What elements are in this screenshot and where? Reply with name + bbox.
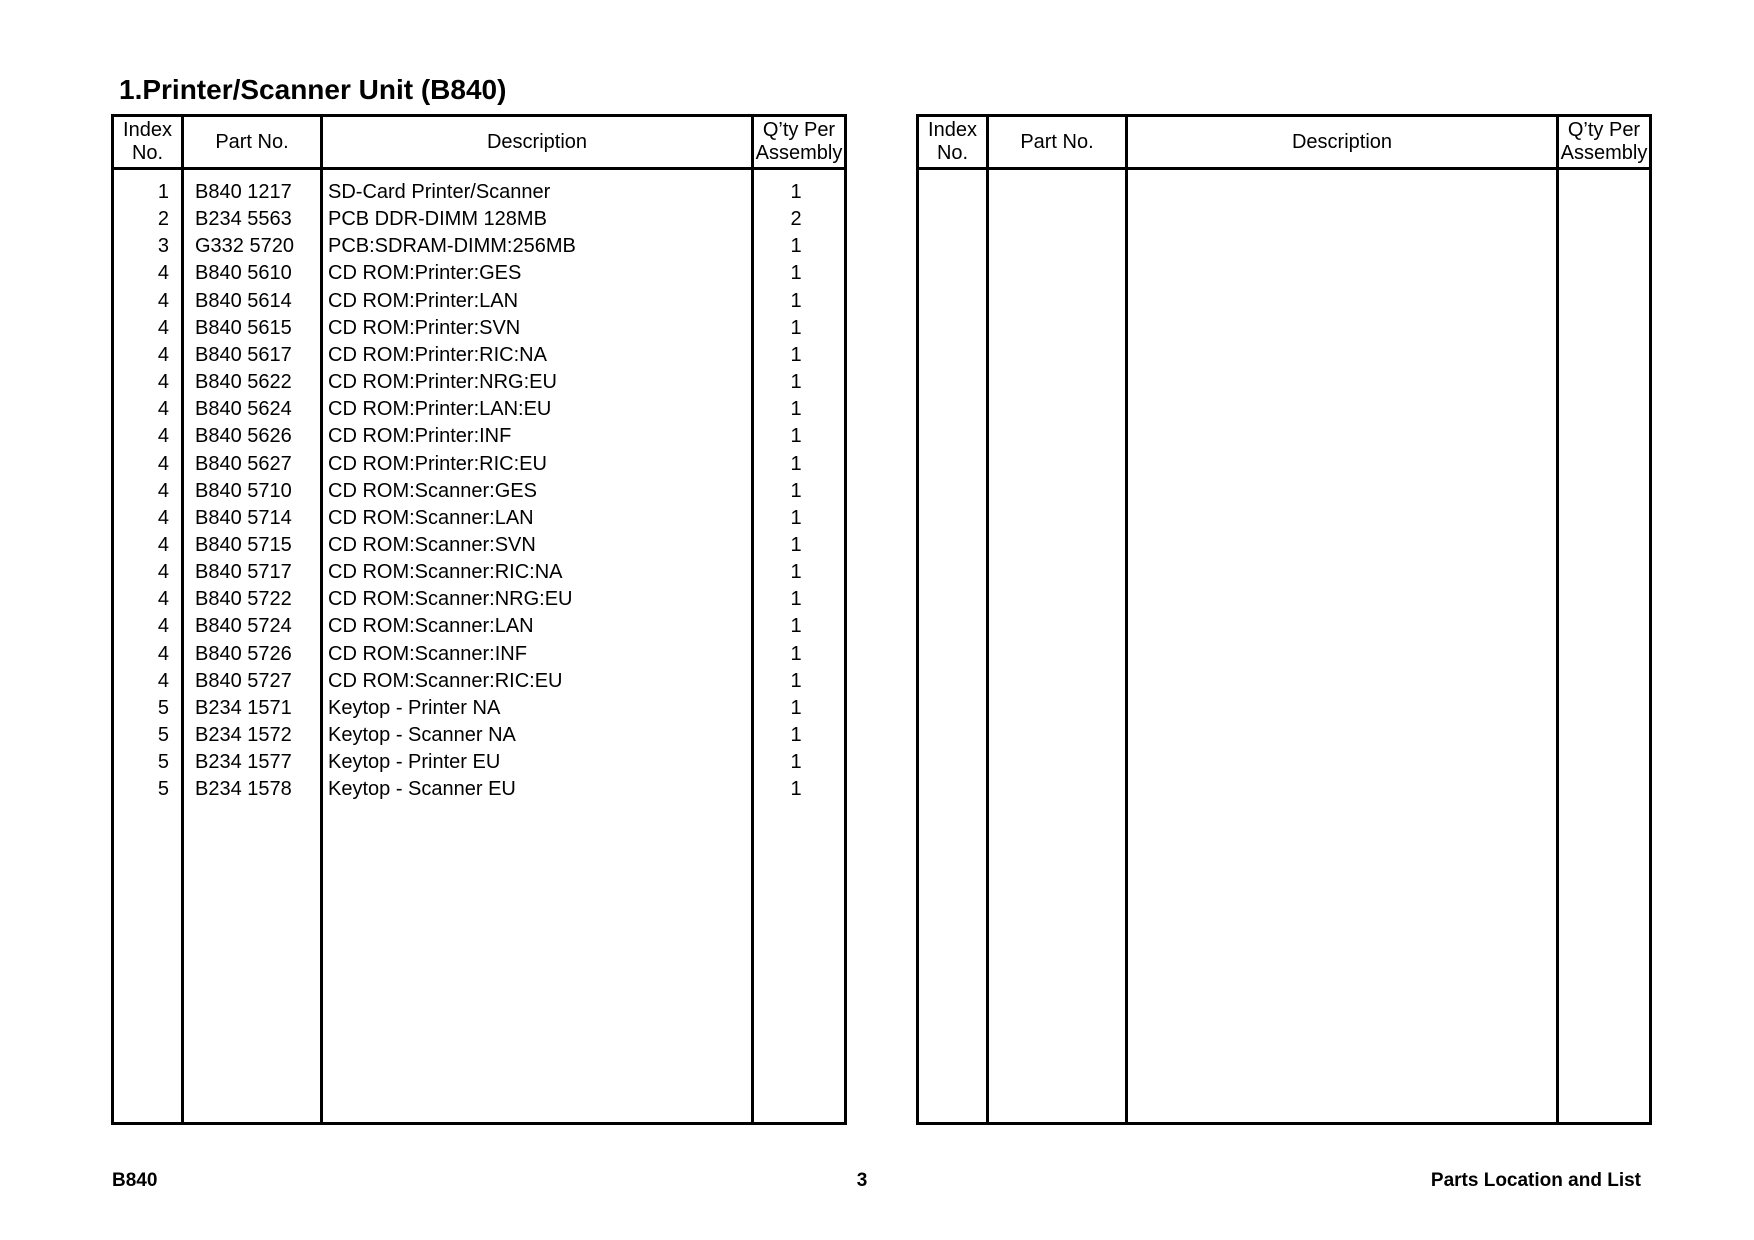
header-index-line1: Index xyxy=(123,119,172,141)
part-no-cell: B234 1578 xyxy=(195,778,292,801)
qty-cell: 1 xyxy=(790,615,802,638)
part-no-cell: B840 5722 xyxy=(195,588,292,611)
part-no-cell: B840 5627 xyxy=(195,452,292,475)
table-body xyxy=(114,170,844,1122)
header-qty-line2: Assembly xyxy=(1560,142,1648,164)
qty-cell: 1 xyxy=(790,289,802,312)
table-row xyxy=(114,396,844,423)
table-row xyxy=(114,505,844,532)
index-cell: 5 xyxy=(157,724,169,746)
table-row xyxy=(114,532,844,559)
part-no-cell: B840 5726 xyxy=(195,642,292,665)
qty-cell: 1 xyxy=(790,561,802,584)
part-no-cell: B840 5710 xyxy=(195,479,292,502)
table-row xyxy=(114,722,844,749)
part-no-cell: B234 1577 xyxy=(195,751,292,774)
description-cell: PCB DDR-DIMM 128MB xyxy=(328,208,547,231)
description-cell: CD ROM:Scanner:NRG:EU xyxy=(328,588,573,611)
header-qty-line1: Q’ty Per xyxy=(762,119,836,141)
description-cell: CD ROM:Printer:NRG:EU xyxy=(328,371,557,394)
description-cell: Keytop - Scanner EU xyxy=(328,778,516,801)
index-cell: 1 xyxy=(157,181,169,203)
table-header xyxy=(919,117,1649,170)
index-cell: 4 xyxy=(157,316,169,339)
part-no-cell: B840 5727 xyxy=(195,669,292,692)
description-cell: CD ROM:Scanner:RIC:EU xyxy=(328,669,563,692)
qty-cell: 1 xyxy=(790,642,802,665)
part-no-cell: B840 5724 xyxy=(195,615,292,638)
table-row xyxy=(114,288,844,315)
part-no-cell: B840 5610 xyxy=(195,262,292,285)
qty-cell: 1 xyxy=(790,343,802,366)
description-cell: CD ROM:Scanner:LAN xyxy=(328,506,534,529)
footer-page-number: 3 xyxy=(856,1170,868,1191)
description-cell: Keytop - Printer NA xyxy=(328,696,501,719)
qty-cell: 1 xyxy=(790,778,802,801)
index-cell: 4 xyxy=(157,262,169,285)
index-cell: 3 xyxy=(157,235,169,258)
index-cell: 4 xyxy=(157,371,169,394)
index-cell: 4 xyxy=(157,479,169,502)
header-description: Description xyxy=(1291,130,1393,153)
qty-cell: 1 xyxy=(790,669,802,692)
header-qty-line2: Assembly xyxy=(755,142,843,164)
table-row xyxy=(114,478,844,505)
description-cell: CD ROM:Printer:INF xyxy=(328,425,512,448)
index-cell: 4 xyxy=(157,289,169,312)
description-cell: Keytop - Scanner NA xyxy=(328,724,516,746)
header-qty-line1: Q’ty Per xyxy=(1567,119,1641,141)
table-row xyxy=(114,641,844,668)
index-cell: 4 xyxy=(157,615,169,638)
part-no-cell: B840 5714 xyxy=(195,506,292,529)
table-row xyxy=(114,668,844,695)
qty-cell: 1 xyxy=(790,371,802,394)
header-index xyxy=(919,117,986,167)
header-index-line1: Index xyxy=(928,119,977,141)
qty-cell: 1 xyxy=(790,724,802,746)
index-cell: 5 xyxy=(157,778,169,801)
qty-cell: 1 xyxy=(790,262,802,285)
part-no-cell: B840 1217 xyxy=(195,181,292,203)
header-qty xyxy=(1559,117,1649,167)
table-row xyxy=(114,776,844,803)
part-no-cell: B840 5715 xyxy=(195,533,292,556)
footer-model: B840 xyxy=(112,1170,158,1191)
qty-cell: 1 xyxy=(790,425,802,448)
table-row xyxy=(114,695,844,722)
description-cell: CD ROM:Printer:LAN:EU xyxy=(328,398,552,421)
part-no-cell: B234 1571 xyxy=(195,696,292,719)
qty-cell: 1 xyxy=(790,316,802,339)
table-row xyxy=(114,179,844,206)
table-row xyxy=(114,559,844,586)
index-cell: 4 xyxy=(157,425,169,448)
page-title: 1.Printer/Scanner Unit (B840) xyxy=(119,74,507,105)
header-part-no: Part No. xyxy=(215,130,289,153)
part-no-cell: B234 1572 xyxy=(195,724,292,746)
index-cell: 4 xyxy=(157,669,169,692)
part-no-cell: B840 5622 xyxy=(195,371,292,394)
table-row xyxy=(114,586,844,613)
table-row xyxy=(114,369,844,396)
description-cell: SD-Card Printer/Scanner xyxy=(328,181,551,203)
table-row xyxy=(114,233,844,260)
table-row xyxy=(114,315,844,342)
qty-cell: 1 xyxy=(790,235,802,258)
part-no-cell: B840 5617 xyxy=(195,343,292,366)
table-row xyxy=(114,260,844,287)
qty-cell: 1 xyxy=(790,181,802,203)
description-cell: CD ROM:Scanner:LAN xyxy=(328,615,534,638)
part-no-cell: B840 5626 xyxy=(195,425,292,448)
description-cell: CD ROM:Scanner:SVN xyxy=(328,533,536,556)
table-row xyxy=(114,749,844,776)
footer-section: Parts Location and List xyxy=(1430,1170,1641,1191)
index-cell: 2 xyxy=(157,208,169,231)
header-description: Description xyxy=(486,130,588,153)
parts-table-right xyxy=(916,114,1652,1125)
header-index-line2: No. xyxy=(131,142,164,164)
part-no-cell: B840 5717 xyxy=(195,561,292,584)
qty-cell: 2 xyxy=(790,208,802,231)
description-cell: CD ROM:Scanner:RIC:NA xyxy=(328,561,563,584)
header-index xyxy=(114,117,181,167)
table-row xyxy=(114,342,844,369)
part-no-cell: B234 5563 xyxy=(195,208,292,231)
description-cell: CD ROM:Printer:LAN xyxy=(328,289,519,312)
index-cell: 4 xyxy=(157,452,169,475)
parts-table-left xyxy=(111,114,847,1125)
qty-cell: 1 xyxy=(790,398,802,421)
index-cell: 4 xyxy=(157,343,169,366)
qty-cell: 1 xyxy=(790,479,802,502)
part-no-cell: B840 5624 xyxy=(195,398,292,421)
index-cell: 4 xyxy=(157,506,169,529)
part-no-cell: B840 5615 xyxy=(195,316,292,339)
header-part-no: Part No. xyxy=(1020,130,1094,153)
part-no-cell: G332 5720 xyxy=(195,235,294,258)
description-cell: CD ROM:Printer:GES xyxy=(328,262,522,285)
description-cell: CD ROM:Printer:SVN xyxy=(328,316,521,339)
header-qty xyxy=(754,117,844,167)
table-row xyxy=(114,423,844,450)
index-cell: 4 xyxy=(157,588,169,611)
table-row xyxy=(114,206,844,233)
description-cell: CD ROM:Scanner:GES xyxy=(328,479,537,502)
table-row xyxy=(114,451,844,478)
description-cell: CD ROM:Printer:RIC:NA xyxy=(328,343,547,366)
index-cell: 4 xyxy=(157,642,169,665)
qty-cell: 1 xyxy=(790,696,802,719)
qty-cell: 1 xyxy=(790,588,802,611)
index-cell: 4 xyxy=(157,398,169,421)
qty-cell: 1 xyxy=(790,751,802,774)
qty-cell: 1 xyxy=(790,452,802,475)
description-cell: Keytop - Printer EU xyxy=(328,751,501,774)
index-cell: 5 xyxy=(157,751,169,774)
qty-cell: 1 xyxy=(790,506,802,529)
table-row xyxy=(114,613,844,640)
table-header xyxy=(114,117,844,170)
part-no-cell: B840 5614 xyxy=(195,289,292,312)
index-cell: 4 xyxy=(157,533,169,556)
index-cell: 4 xyxy=(157,561,169,584)
description-cell: CD ROM:Printer:RIC:EU xyxy=(328,452,547,475)
header-index-line2: No. xyxy=(936,142,969,164)
index-cell: 5 xyxy=(157,696,169,719)
table-body xyxy=(919,170,1649,1122)
description-cell: PCB:SDRAM-DIMM:256MB xyxy=(328,235,576,258)
description-cell: CD ROM:Scanner:INF xyxy=(328,642,527,665)
qty-cell: 1 xyxy=(790,533,802,556)
